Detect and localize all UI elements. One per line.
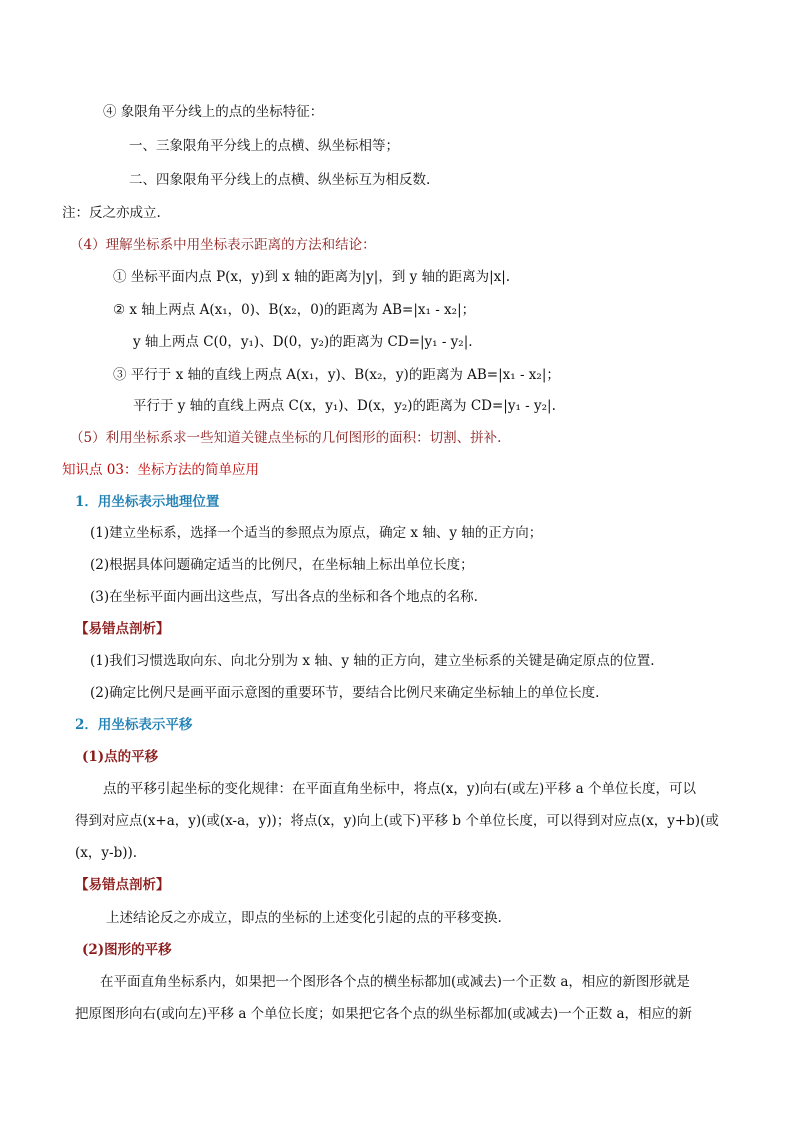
area-section-heading: （5）利用坐标系求一些知道关键点坐标的几何图形的面积：切割、拼补. — [70, 430, 502, 446]
quadrant-bisector-heading: ④ 象限角平分线上的点的坐标特征： — [103, 104, 324, 120]
error-analysis-label-2: 【易错点剖析】 — [75, 877, 170, 893]
point-translation-text-1: 点的平移引起坐标的变化规律：在平面直角坐标中，将点(x，y)向右(或左)平移 a 个单位长度，可以 — [103, 781, 696, 797]
error-analysis-point-1: (1)我们习惯选取向东、向北分别为 x 轴、y 轴的正方向，建立坐标系的关键是确定原点的位置. — [90, 653, 655, 669]
distance-section-heading: （4）理解坐标系中用坐标表示距离的方法和结论： — [70, 237, 376, 253]
geo-step-1: (1)建立坐标系，选择一个适当的参照点为原点，确定 x 轴、y 轴的正方向； — [90, 525, 543, 541]
geo-step-2: (2)根据具体问题确定适当的比例尺，在坐标轴上标出单位长度； — [90, 557, 474, 573]
point-translation-text-2: 得到对应点(x+a，y)(或(x-a，y))；将点(x，y)向上(或下)平移 b 个单位长度，可以得到对应点(x，y+b)(或 — [75, 813, 719, 829]
distance-to-axes-rule: ① 坐标平面内点 P(x，y)到 x 轴的距离为|y|，到 y 轴的距离为|x|. — [113, 269, 511, 285]
error-analysis-converse: 上述结论反之亦成立，即点的坐标的上述变化引起的点的平移变换. — [106, 910, 502, 926]
parallel-y-distance-rule: 平行于 y 轴的直线上两点 C(x，y₁)、D(x，y₂)的距离为 CD=|y₁ - y₂|. — [133, 398, 556, 414]
point-translation-text-3: (x，y-b)). — [75, 845, 138, 861]
knowledge-point-heading: 知识点 03：坐标方法的简单应用 — [62, 462, 259, 478]
point-translation-heading: (1)点的平移 — [82, 749, 159, 765]
figure-translation-heading: (2)图形的平移 — [82, 942, 172, 958]
geo-step-3: (3)在坐标平面内画出这些点，写出各点的坐标和各个地点的名称. — [90, 589, 478, 605]
y-axis-distance-rule: y 轴上两点 C(0，y₁)、D(0，y₂)的距离为 CD=|y₁ - y₂|. — [133, 334, 473, 350]
error-analysis-point-2: (2)确定比例尺是画平面示意图的重要环节，要结合比例尺来确定坐标轴上的单位长度. — [90, 685, 600, 701]
error-analysis-label-1: 【易错点剖析】 — [75, 621, 170, 637]
second-fourth-quadrant-rule: 二、四象限角平分线上的点横、纵坐标互为相反数. — [129, 172, 431, 188]
first-third-quadrant-rule: 一、三象限角平分线上的点横、纵坐标相等； — [129, 138, 399, 154]
figure-translation-text-1: 在平面直角坐标系内，如果把一个图形各个点的横坐标都加(或减去)一个正数 a，相应的新图形就是 — [100, 974, 690, 990]
geo-location-heading: 1．用坐标表示地理位置 — [75, 494, 220, 510]
parallel-x-distance-rule: ③ 平行于 x 轴的直线上两点 A(x₁，y)、B(x₂，y)的距离为 AB=|x₁ - x₂|； — [113, 367, 560, 383]
x-axis-distance-rule: ② x 轴上两点 A(x₁，0)、B(x₂，0)的距离为 AB=|x₁ - x₂|； — [113, 302, 476, 318]
converse-note: 注：反之亦成立. — [62, 205, 161, 221]
figure-translation-text-2: 把原图形向右(或向左)平移 a 个单位长度；如果把它各个点的纵坐标都加(或减去)一个正数 a，相应的新 — [75, 1006, 693, 1022]
translation-heading: 2．用坐标表示平移 — [75, 717, 193, 733]
